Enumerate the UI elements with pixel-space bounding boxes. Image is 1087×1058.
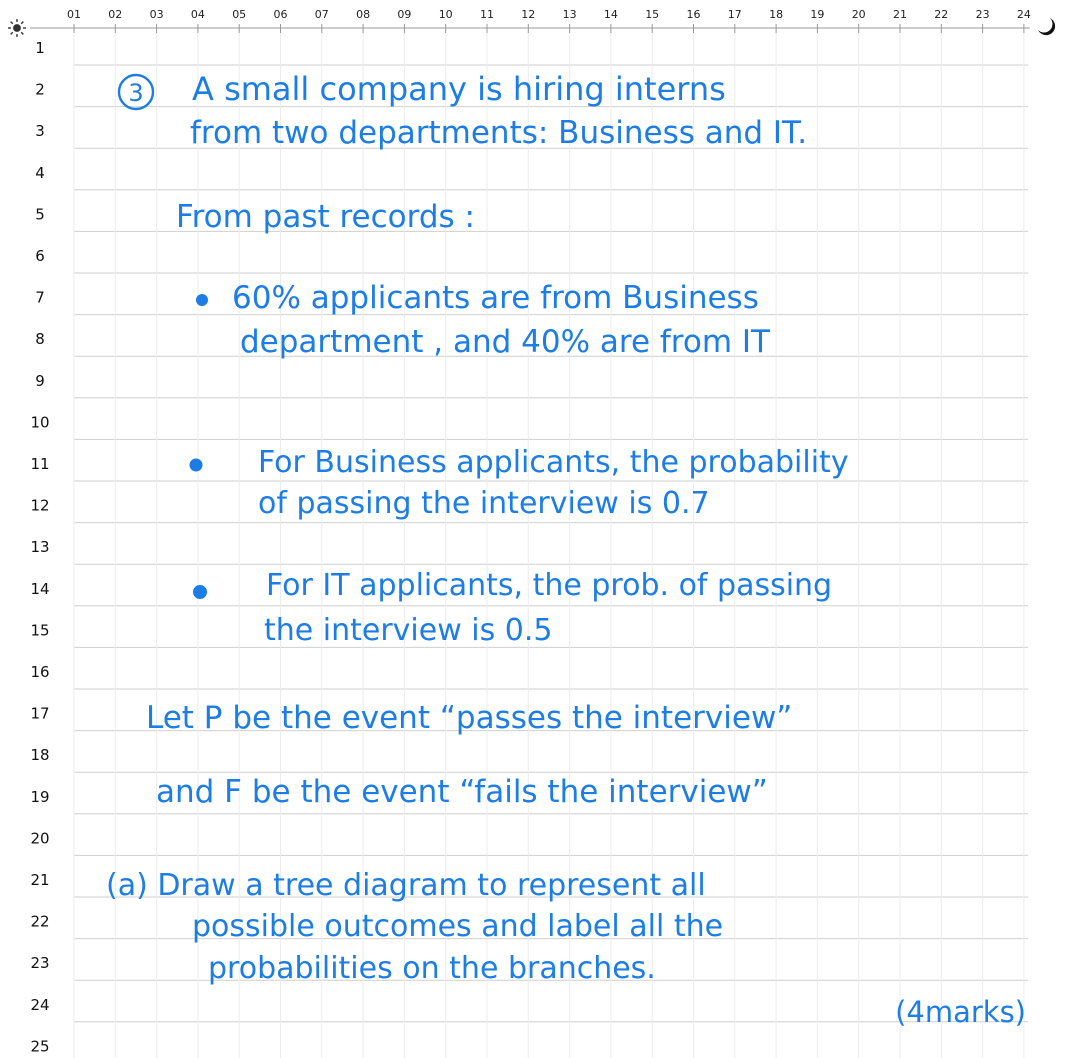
row-number: 21 xyxy=(30,871,50,889)
part-a-line-2: possible outcomes and label all the xyxy=(192,909,724,944)
ruler-column-label: 06 xyxy=(273,8,288,21)
bullet-2 xyxy=(190,459,203,472)
bullet-3-line-2: the interview is 0.5 xyxy=(264,613,553,648)
part-a-line-3: probabilities on the branches. xyxy=(208,951,656,986)
grid-columns xyxy=(74,30,1024,1058)
bullet-2-line-2: of passing the interview is 0.7 xyxy=(258,486,710,521)
row-number: 13 xyxy=(30,538,50,557)
row-number: 4 xyxy=(35,163,45,182)
row-number: 19 xyxy=(30,787,50,806)
row-number: 8 xyxy=(35,330,45,349)
row-number: 2 xyxy=(35,80,45,99)
ruler-column-label: 08 xyxy=(356,8,371,21)
row-number: 12 xyxy=(30,496,50,515)
ruler-column-label: 19 xyxy=(810,8,825,21)
row-number: 16 xyxy=(30,663,50,681)
ruler-column-label: 05 xyxy=(232,8,247,21)
bullet-1 xyxy=(196,294,208,306)
bullet-1-line-2: department , and 40% are from IT xyxy=(240,324,770,360)
ruler-column-label: 14 xyxy=(603,8,618,21)
ruler-column-label: 01 xyxy=(67,8,81,21)
row-number: 11 xyxy=(30,455,50,473)
records-heading: From past records : xyxy=(176,199,475,235)
ruler-column-label: 09 xyxy=(397,8,412,21)
ruler-column-label: 20 xyxy=(851,8,866,21)
row-number: 7 xyxy=(35,288,45,307)
ruler-column-label: 03 xyxy=(149,8,164,21)
row-number: 9 xyxy=(35,371,45,390)
ruler-column-label: 22 xyxy=(934,8,949,21)
ruler-column-label: 02 xyxy=(108,8,123,21)
ruler-column-label: 07 xyxy=(314,8,329,21)
marks-label: (4marks) xyxy=(895,995,1026,1029)
row-number: 14 xyxy=(30,579,50,598)
row-number: 1 xyxy=(35,39,45,57)
row-numbers xyxy=(30,39,49,1055)
row-number: 22 xyxy=(30,912,50,931)
handwritten-question xyxy=(106,70,1026,1029)
bullet-1-line-1: 60% applicants are from Business xyxy=(232,280,759,316)
row-number: 10 xyxy=(30,413,50,432)
ruler-column-label: 04 xyxy=(190,8,205,21)
ruler-column-label: 21 xyxy=(893,8,907,21)
ruler-column-label: 24 xyxy=(1016,8,1031,21)
ruler-column-label: 23 xyxy=(975,8,990,21)
ruler-column-label: 17 xyxy=(727,8,742,21)
row-number: 3 xyxy=(35,122,45,141)
row-number: 24 xyxy=(30,995,50,1014)
ruler-column-label: 12 xyxy=(521,8,536,21)
row-number: 17 xyxy=(30,704,50,723)
event-f-definition: and F be the event “fails the interview” xyxy=(156,774,768,810)
intro-line-2: from two departments: Business and IT. xyxy=(190,115,808,151)
column-ruler xyxy=(30,8,1031,33)
ruler-column-label: 13 xyxy=(562,8,577,21)
part-a-line-1: (a) Draw a tree diagram to represent all xyxy=(106,868,706,903)
ruler-column-label: 11 xyxy=(480,8,494,21)
row-number: 23 xyxy=(30,954,50,973)
ruler-column-label: 15 xyxy=(645,8,660,21)
moon-icon[interactable] xyxy=(1038,18,1055,35)
bullet-2-line-1: For Business applicants, the probability xyxy=(258,445,849,480)
event-p-definition: Let P be the event “passes the interview” xyxy=(146,700,793,736)
intro-line-1: A small company is hiring interns xyxy=(192,70,726,108)
row-number: 18 xyxy=(30,746,50,765)
bullet-3-line-1: For IT applicants, the prob. of passing xyxy=(266,568,833,603)
ruler-column-label: 16 xyxy=(686,8,701,21)
ruler-column-label: 18 xyxy=(769,8,784,21)
row-number: 5 xyxy=(35,205,45,224)
sun-icon[interactable] xyxy=(8,19,26,37)
row-number: 15 xyxy=(30,621,50,640)
row-number: 20 xyxy=(30,829,50,848)
row-number: 6 xyxy=(35,247,45,265)
row-number: 25 xyxy=(30,1037,50,1056)
question-number: 3 xyxy=(128,79,144,107)
ruler-column-label: 10 xyxy=(438,8,453,21)
bullet-3 xyxy=(193,585,207,599)
